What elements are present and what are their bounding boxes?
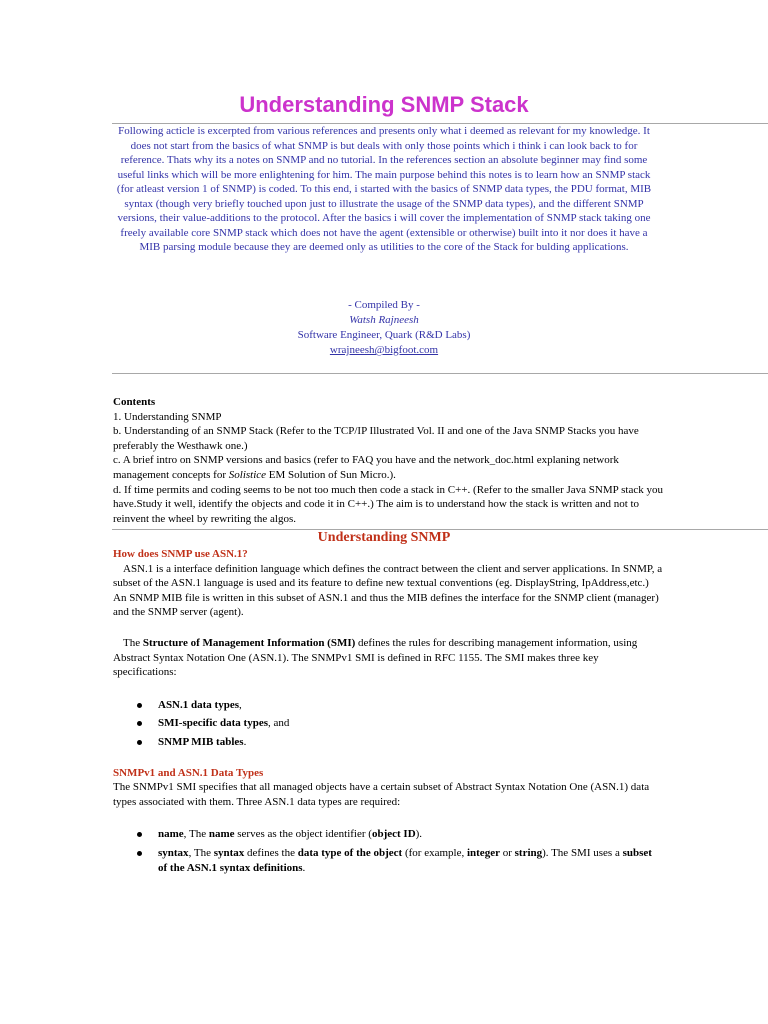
bullet-list: [113, 827, 663, 875]
list-item-text: ,: [238, 698, 242, 711]
bold-term: syntax: [158, 846, 189, 859]
subheading: SNMPv1 and ASN.1 Data Types: [113, 766, 264, 779]
bold-term: subset of the ASN.1 syntax definitions: [158, 846, 652, 874]
paragraph: ASN.1 is a interface definition language which defines the contract between the client and server applications. In SNMP, a subset of the ASN.1 language is used and its feature to define new textual conventions (eg. DisplayString, IpAddress,etc.) An SNMP MIB file is written in this subset of ASN.1 and thus the MIB defines the interface for the SNMP client (manager) and the SNMP server (agent).: [113, 562, 663, 619]
contents-heading: Contents: [113, 396, 156, 408]
bold-term: Structure of Management Information (SMI): [142, 636, 356, 649]
list-item-text: , and: [268, 717, 290, 730]
bullet-icon: [137, 851, 142, 856]
list-item: [158, 846, 663, 875]
divider: [112, 373, 768, 374]
bullet-icon: [137, 740, 142, 745]
paragraph: The SNMPv1 SMI specifies that all managed objects have a certain subset of Abstract Syntax Notation One (ASN.1) data types associated with them. Three ASN.1 data types are required:: [113, 781, 650, 808]
subheading: How does SNMP use ASN.1?: [113, 548, 248, 560]
list-item-text: .: [243, 735, 247, 748]
contents-block: [113, 395, 663, 526]
bold-term: name: [208, 828, 235, 841]
bold-term: SMI-specific data types: [158, 717, 268, 730]
section-title: Understanding SNMP: [317, 530, 451, 545]
list-item: [158, 716, 663, 731]
bold-term: name: [158, 828, 184, 841]
bold-term: integer: [466, 846, 500, 859]
author-email-link[interactable]: wrajneesh@bigfoot.com: [329, 344, 439, 356]
list-item-text: (for example,: [402, 846, 467, 859]
list-item: [158, 698, 663, 713]
byline: [110, 298, 658, 358]
bold-term: ASN.1 data types: [158, 698, 239, 711]
compiled-by-label: - Compiled By -: [348, 299, 420, 311]
list-item: [158, 827, 663, 842]
list-item-text: .: [302, 861, 306, 874]
author-name: Watsh Rajneesh: [349, 314, 419, 326]
list-item-text: , The: [183, 828, 209, 841]
paragraph: [113, 636, 663, 680]
list-item-text: defines the: [244, 846, 298, 859]
paragraph-text: The: [123, 636, 143, 649]
contents-item: [113, 453, 663, 482]
list-item-text: serves as the object identifier (: [234, 828, 372, 841]
list-item: [158, 735, 663, 750]
bold-term: data type of the object: [297, 846, 403, 859]
paragraph-text: defines the rules for describing management information, using Abstract Syntax Notation One (ASN.1). The SNMPv1 SMI is defined in RFC 1155. The SMI makes three key specifications:: [113, 636, 638, 679]
author-role: Software Engineer, Quark (R&D Labs): [297, 329, 471, 341]
page-title: Understanding SNMP Stack: [239, 92, 529, 117]
bold-term: SNMP MIB tables: [158, 735, 244, 748]
contents-text: c. A brief intro on SNMP versions and basics (refer to FAQ you have and the network_doc.html explaning network management concepts for: [113, 454, 619, 481]
intro-block: [110, 124, 658, 255]
contents-text: EM Solution of Sun Micro.).: [266, 468, 396, 481]
contents-item: d. If time permits and coding seems to be not too much then code a stack in C++. (Refer to the smaller Java SNMP stack you have.Study it well, identify the objects and code it in C++.) The aim is to understand how the stack is written and not to reinvent the wheel by rewriting the algos.: [113, 483, 663, 525]
bold-term: syntax: [213, 846, 245, 859]
bold-term: string: [514, 846, 543, 859]
list-item-text: ).: [415, 828, 423, 841]
list-item-text: ). The SMI uses a: [542, 846, 623, 859]
bold-term: object ID: [371, 828, 416, 841]
list-item-text: , The: [188, 846, 214, 859]
bullet-list: [113, 698, 663, 750]
bullet-icon: [137, 721, 142, 726]
bullet-icon: [137, 832, 142, 837]
contents-item: b. Understanding of an SNMP Stack (Refer to the TCP/IP Illustrated Vol. II and one of the Java SNMP Stacks you have preferably the Westhawk one.): [113, 425, 639, 452]
bullet-icon: [137, 703, 142, 708]
section-body: [113, 547, 663, 879]
contents-item: 1. Understanding SNMP: [113, 410, 222, 423]
intro-paragraph: Following acticle is excerpted from various references and presents only what i deemed as relevant for my knowledge. It does not start from the basics of what SNMP is but deals with only those points which i think i can look back to for reference. Thats why its a notes on SNMP and no tutorial. In the references section an absolute beginner may find some useful links which will be more enlightening for him. The main purpose behind this notes is to learn how an SNMP stack (for atleast version 1 of SNMP) is coded. To this end, i started with the basics of SNMP data types, the PDU format, MIB syntax (though very briefly touched upon just to illustrate the usage of the SNMP data types), and the different SNMP versions, their value-additions to the protocol. After the basics i will cover the implementation of SNMP stack taking one freely available core SNMP stack which does not have the agent (extensible or otherwise) built into it nor does it have a MIB parsing module because they are deemed only as utilities to the core of the Stack for bulding applications.: [116, 125, 652, 253]
contents-italic-text: Solistice: [228, 468, 267, 481]
list-item-text: or: [499, 846, 515, 859]
